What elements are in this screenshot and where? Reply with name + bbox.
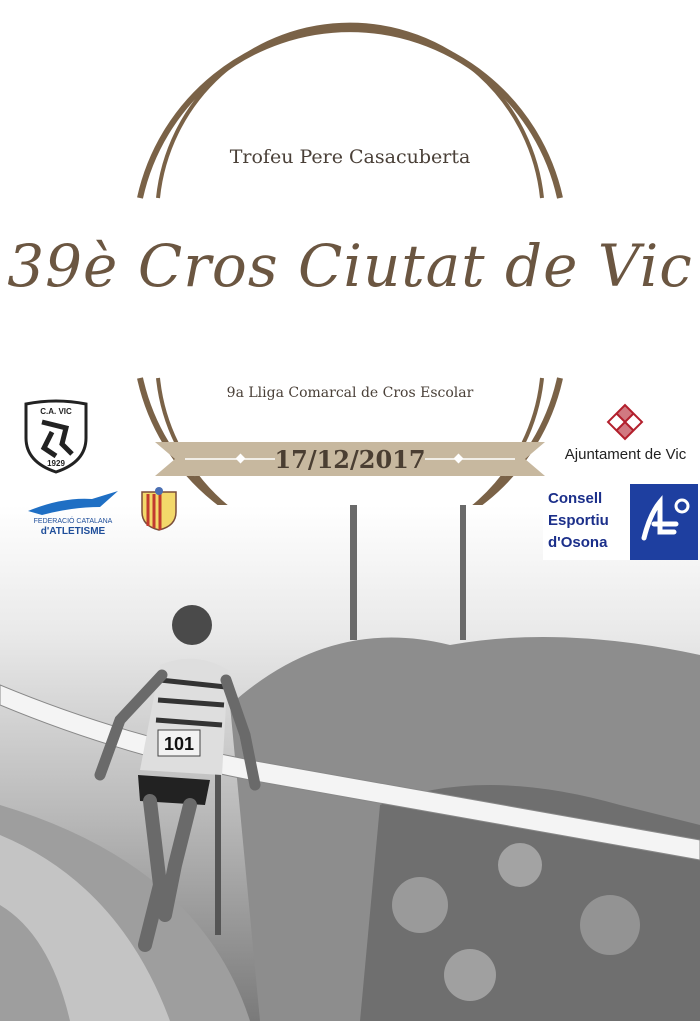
event-title: 39è Cros Ciutat de Vic — [7, 232, 693, 300]
runner-photo — [0, 505, 700, 1021]
town-shield-icon — [138, 486, 180, 532]
4o-badge-icon — [630, 484, 698, 560]
ajuntament-name: Ajuntament de Vic — [564, 446, 687, 463]
sports-council-name: Consell Esportiu d'Osona — [548, 490, 609, 551]
event-date: 17/12/2017 — [274, 445, 426, 474]
club-logo — [22, 398, 90, 474]
svg-text:d'ATLETISME: d'ATLETISME — [40, 526, 106, 537]
league-label: 9a Lliga Comarcal de Cros Escolar — [226, 385, 474, 401]
federation-logo — [22, 485, 124, 537]
svg-text:C.A. VIC: C.A. VIC — [40, 407, 72, 416]
svg-text:1929: 1929 — [47, 459, 65, 468]
svg-text:FEDERACIÓ CATALANA: FEDERACIÓ CATALANA — [33, 518, 113, 525]
bib-number: 101 — [163, 734, 195, 754]
trophy-label: Trofeu Pere Casacuberta — [229, 146, 471, 168]
